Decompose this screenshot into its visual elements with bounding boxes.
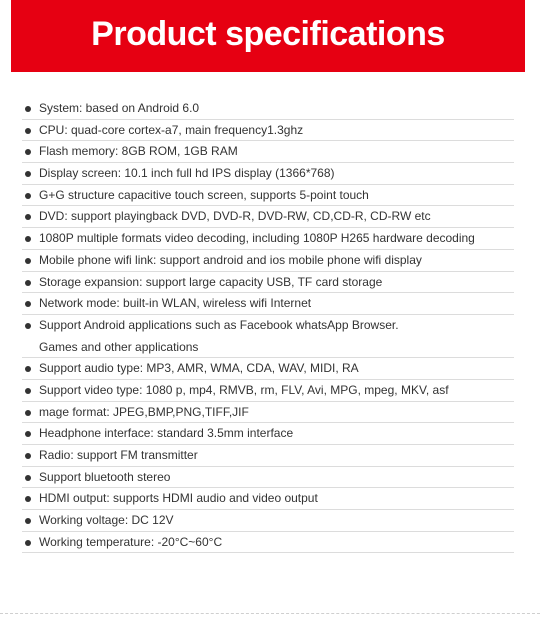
spec-text: G+G structure capacitive touch screen, supports 5-point touch bbox=[39, 187, 369, 202]
bullet-icon bbox=[25, 540, 31, 546]
spec-text: Working temperature: -20°C~60°C bbox=[39, 534, 223, 549]
bullet-icon bbox=[25, 236, 31, 242]
bullet-icon bbox=[25, 323, 31, 329]
bottom-divider bbox=[0, 613, 540, 614]
bullet-icon bbox=[25, 366, 31, 372]
spec-item-flash-memory bbox=[22, 141, 514, 163]
bullet-icon bbox=[25, 388, 31, 394]
spec-item-video-decoding bbox=[22, 228, 514, 250]
spec-text: Support audio type: MP3, AMR, WMA, CDA, WAV, MIDI, RA bbox=[39, 361, 359, 376]
spec-item-bluetooth bbox=[22, 467, 514, 489]
bullet-icon bbox=[25, 149, 31, 155]
spec-text: Working voltage: DC 12V bbox=[39, 513, 174, 528]
spec-item-temperature bbox=[22, 532, 514, 554]
spec-item-system bbox=[22, 98, 514, 120]
spec-item-video-type bbox=[22, 380, 514, 402]
spec-text: Headphone interface: standard 3.5mm interface bbox=[39, 426, 294, 441]
spec-text: CPU: quad-core cortex-a7, main frequency1.3ghz bbox=[39, 122, 304, 137]
page-title: Product specifications bbox=[91, 14, 445, 53]
spec-item-image-format bbox=[22, 402, 514, 424]
spec-item-touch-screen bbox=[22, 185, 514, 207]
bullet-icon bbox=[25, 431, 31, 437]
spec-text: Support video type: 1080 p, mp4, RMVB, rm, FLV, Avi, MPG, mpeg, MKV, asf bbox=[39, 382, 449, 397]
spec-text: Flash memory: 8GB ROM, 1GB RAM bbox=[39, 144, 238, 159]
spec-text: System: based on Android 6.0 bbox=[39, 101, 200, 115]
spec-item-headphone bbox=[22, 423, 514, 445]
spec-text: Display screen: 10.1 inch full hd IPS display (1366*768) bbox=[39, 166, 335, 181]
bullet-icon bbox=[25, 258, 31, 264]
header-banner bbox=[11, 0, 525, 72]
spec-text-continued: Games and other applications bbox=[39, 339, 199, 354]
spec-text: 1080P multiple formats video decoding, including 1080P H265 hardware decoding bbox=[39, 231, 475, 246]
bullet-icon bbox=[25, 475, 31, 481]
spec-item-cpu bbox=[22, 120, 514, 142]
spec-text: Network mode: built-in WLAN, wireless wifi Internet bbox=[39, 296, 312, 311]
bullet-icon bbox=[25, 496, 31, 502]
bullet-icon bbox=[25, 128, 31, 134]
bullet-icon bbox=[25, 453, 31, 459]
spec-text: HDMI output: supports HDMI audio and video output bbox=[39, 491, 318, 506]
spec-item-radio bbox=[22, 445, 514, 467]
spec-text: mage format: JPEG,BMP,PNG,TIFF,JIF bbox=[39, 404, 249, 419]
spec-text: DVD: support playingback DVD, DVD-R, DVD-RW, CD,CD-R, CD-RW etc bbox=[39, 209, 431, 224]
bullet-icon bbox=[25, 171, 31, 177]
spec-item-display bbox=[22, 163, 514, 185]
spec-text: Mobile phone wifi link: support android and ios mobile phone wifi display bbox=[39, 252, 422, 267]
bullet-icon bbox=[25, 410, 31, 416]
bullet-icon bbox=[25, 193, 31, 199]
spec-item-storage bbox=[22, 272, 514, 294]
bullet-icon bbox=[25, 518, 31, 524]
bullet-icon bbox=[25, 106, 31, 112]
spec-item-audio-type bbox=[22, 358, 514, 380]
spec-text: Support Android applications such as Facebook whatsApp Browser. bbox=[39, 317, 399, 332]
spec-item-dvd bbox=[22, 206, 514, 228]
spec-list bbox=[22, 98, 514, 553]
spec-item-network bbox=[22, 293, 514, 315]
spec-text: Radio: support FM transmitter bbox=[39, 448, 198, 463]
spec-item-voltage bbox=[22, 510, 514, 532]
bullet-icon bbox=[25, 301, 31, 307]
spec-item-hdmi bbox=[22, 488, 514, 510]
bullet-icon bbox=[25, 280, 31, 286]
spec-text: Support bluetooth stereo bbox=[39, 469, 171, 484]
spec-item-wifi-link bbox=[22, 250, 514, 272]
spec-item-applications bbox=[22, 315, 514, 358]
bullet-icon bbox=[25, 214, 31, 220]
spec-text: Storage expansion: support large capacity USB, TF card storage bbox=[39, 274, 383, 289]
